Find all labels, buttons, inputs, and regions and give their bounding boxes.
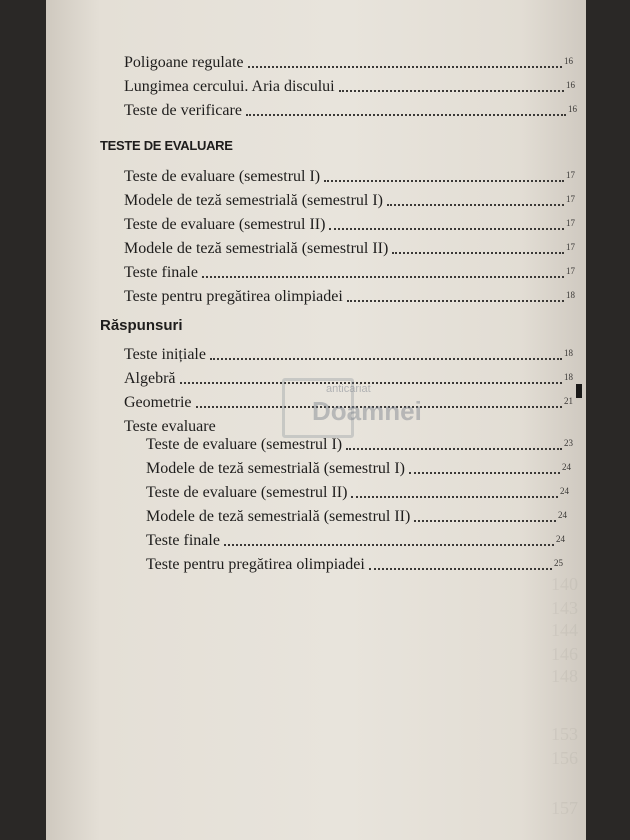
toc-page-number: 24 — [558, 510, 567, 520]
leader-dots — [409, 472, 560, 474]
toc-page-number: 17 — [566, 218, 575, 228]
leader-dots — [369, 568, 552, 570]
toc-subentry — [146, 552, 564, 574]
toc-entry-label: Geometrie — [124, 394, 192, 411]
toc-entry — [124, 342, 574, 364]
page-edge-mark — [576, 384, 582, 398]
toc-entry-label: Teste pentru pregătirea olimpiadei — [146, 556, 365, 573]
leader-dots — [339, 90, 564, 92]
bleed-through-number: 153 — [551, 724, 578, 744]
toc-page-number: 24 — [562, 462, 571, 472]
leader-dots — [392, 252, 564, 254]
bleed-through-number: 144 — [551, 620, 578, 640]
toc-entry-label: Teste de evaluare (semestrul II) — [124, 216, 326, 233]
leader-dots — [387, 204, 564, 206]
toc-page-number: 16 — [568, 104, 577, 114]
toc-entry-label: Teste finale — [146, 532, 220, 549]
toc-entry — [124, 236, 576, 258]
toc-entry-label: Poligoane regulate — [124, 54, 244, 71]
leader-dots — [180, 382, 562, 384]
toc-entry — [124, 98, 578, 120]
toc-page-number: 24 — [560, 486, 569, 496]
leader-dots — [224, 544, 554, 546]
toc-page-number: 16 — [564, 56, 573, 66]
toc-entry — [124, 212, 576, 234]
leader-dots — [346, 448, 562, 450]
toc-entry — [124, 50, 574, 72]
leader-dots — [414, 520, 556, 522]
toc-entry — [124, 164, 576, 186]
toc-entry-label: Modele de teză semestrială (semestrul II) — [124, 240, 389, 257]
toc-entry — [124, 284, 576, 306]
toc-page-number: 18 — [566, 290, 575, 300]
bleed-through-number: 146 — [551, 644, 578, 664]
toc-page-number: 17 — [566, 194, 575, 204]
toc-subentry — [146, 456, 572, 478]
toc-entry — [124, 260, 576, 282]
toc-page-number: 25 — [554, 558, 563, 568]
toc-entry-label: Teste finale — [124, 264, 198, 281]
toc-subentry — [146, 480, 570, 502]
toc-page-number: 18 — [564, 372, 573, 382]
toc-page-number: 21 — [564, 396, 573, 406]
toc-entry — [124, 188, 576, 210]
section-heading: Răspunsuri — [100, 317, 183, 334]
toc-subentry — [146, 504, 568, 526]
toc-entry-label: Modele de teză semestrială (semestrul I) — [124, 192, 383, 209]
leader-dots — [202, 276, 564, 278]
toc-entry-label: Teste de evaluare (semestrul I) — [124, 168, 321, 185]
leader-dots — [324, 180, 564, 182]
toc-entry-label: Teste pentru pregătirea olimpiadei — [124, 288, 343, 305]
toc-entry-label: Teste inițiale — [124, 346, 206, 363]
leader-dots — [329, 228, 564, 230]
toc-page-number: 17 — [566, 242, 575, 252]
watermark-logo: Doamnei — [312, 396, 422, 426]
toc-entry-label: Modele de teză semestrială (semestrul I) — [146, 460, 405, 477]
toc-subentry — [146, 432, 574, 454]
leader-dots — [351, 496, 558, 498]
toc-entry-label: Teste de evaluare (semestrul I) — [146, 436, 343, 453]
bleed-through-number: 148 — [551, 666, 578, 686]
section-heading: TESTE DE EVALUARE — [100, 138, 233, 153]
toc-page-number: 16 — [566, 80, 575, 90]
leader-dots — [347, 300, 564, 302]
leader-dots — [210, 358, 562, 360]
bleed-through-number: 156 — [551, 748, 578, 768]
leader-dots — [248, 66, 562, 68]
bleed-through-number: 140 — [551, 574, 578, 594]
bleed-through-number: 157 — [551, 798, 578, 818]
toc-subentry — [146, 528, 566, 550]
toc-page-number: 17 — [566, 266, 575, 276]
toc-entry — [124, 74, 576, 96]
toc-page-number: 23 — [564, 438, 573, 448]
toc-entry-label: Lungimea cercului. Aria discului — [124, 78, 335, 95]
toc-entry-label: Teste de verificare — [124, 102, 242, 119]
toc-page-number: 18 — [564, 348, 573, 358]
watermark-text: anticariat — [326, 383, 371, 395]
toc-page-number: 24 — [556, 534, 565, 544]
toc-entry-label: Algebră — [124, 370, 176, 387]
book-page — [46, 0, 586, 840]
leader-dots — [246, 114, 566, 116]
toc-page-number: 17 — [566, 170, 575, 180]
toc-entry-label: Teste evaluare — [124, 418, 216, 435]
bleed-through-number: 143 — [551, 598, 578, 618]
toc-entry-label: Modele de teză semestrială (semestrul II) — [146, 508, 411, 525]
toc-entry-label: Teste de evaluare (semestrul II) — [146, 484, 348, 501]
